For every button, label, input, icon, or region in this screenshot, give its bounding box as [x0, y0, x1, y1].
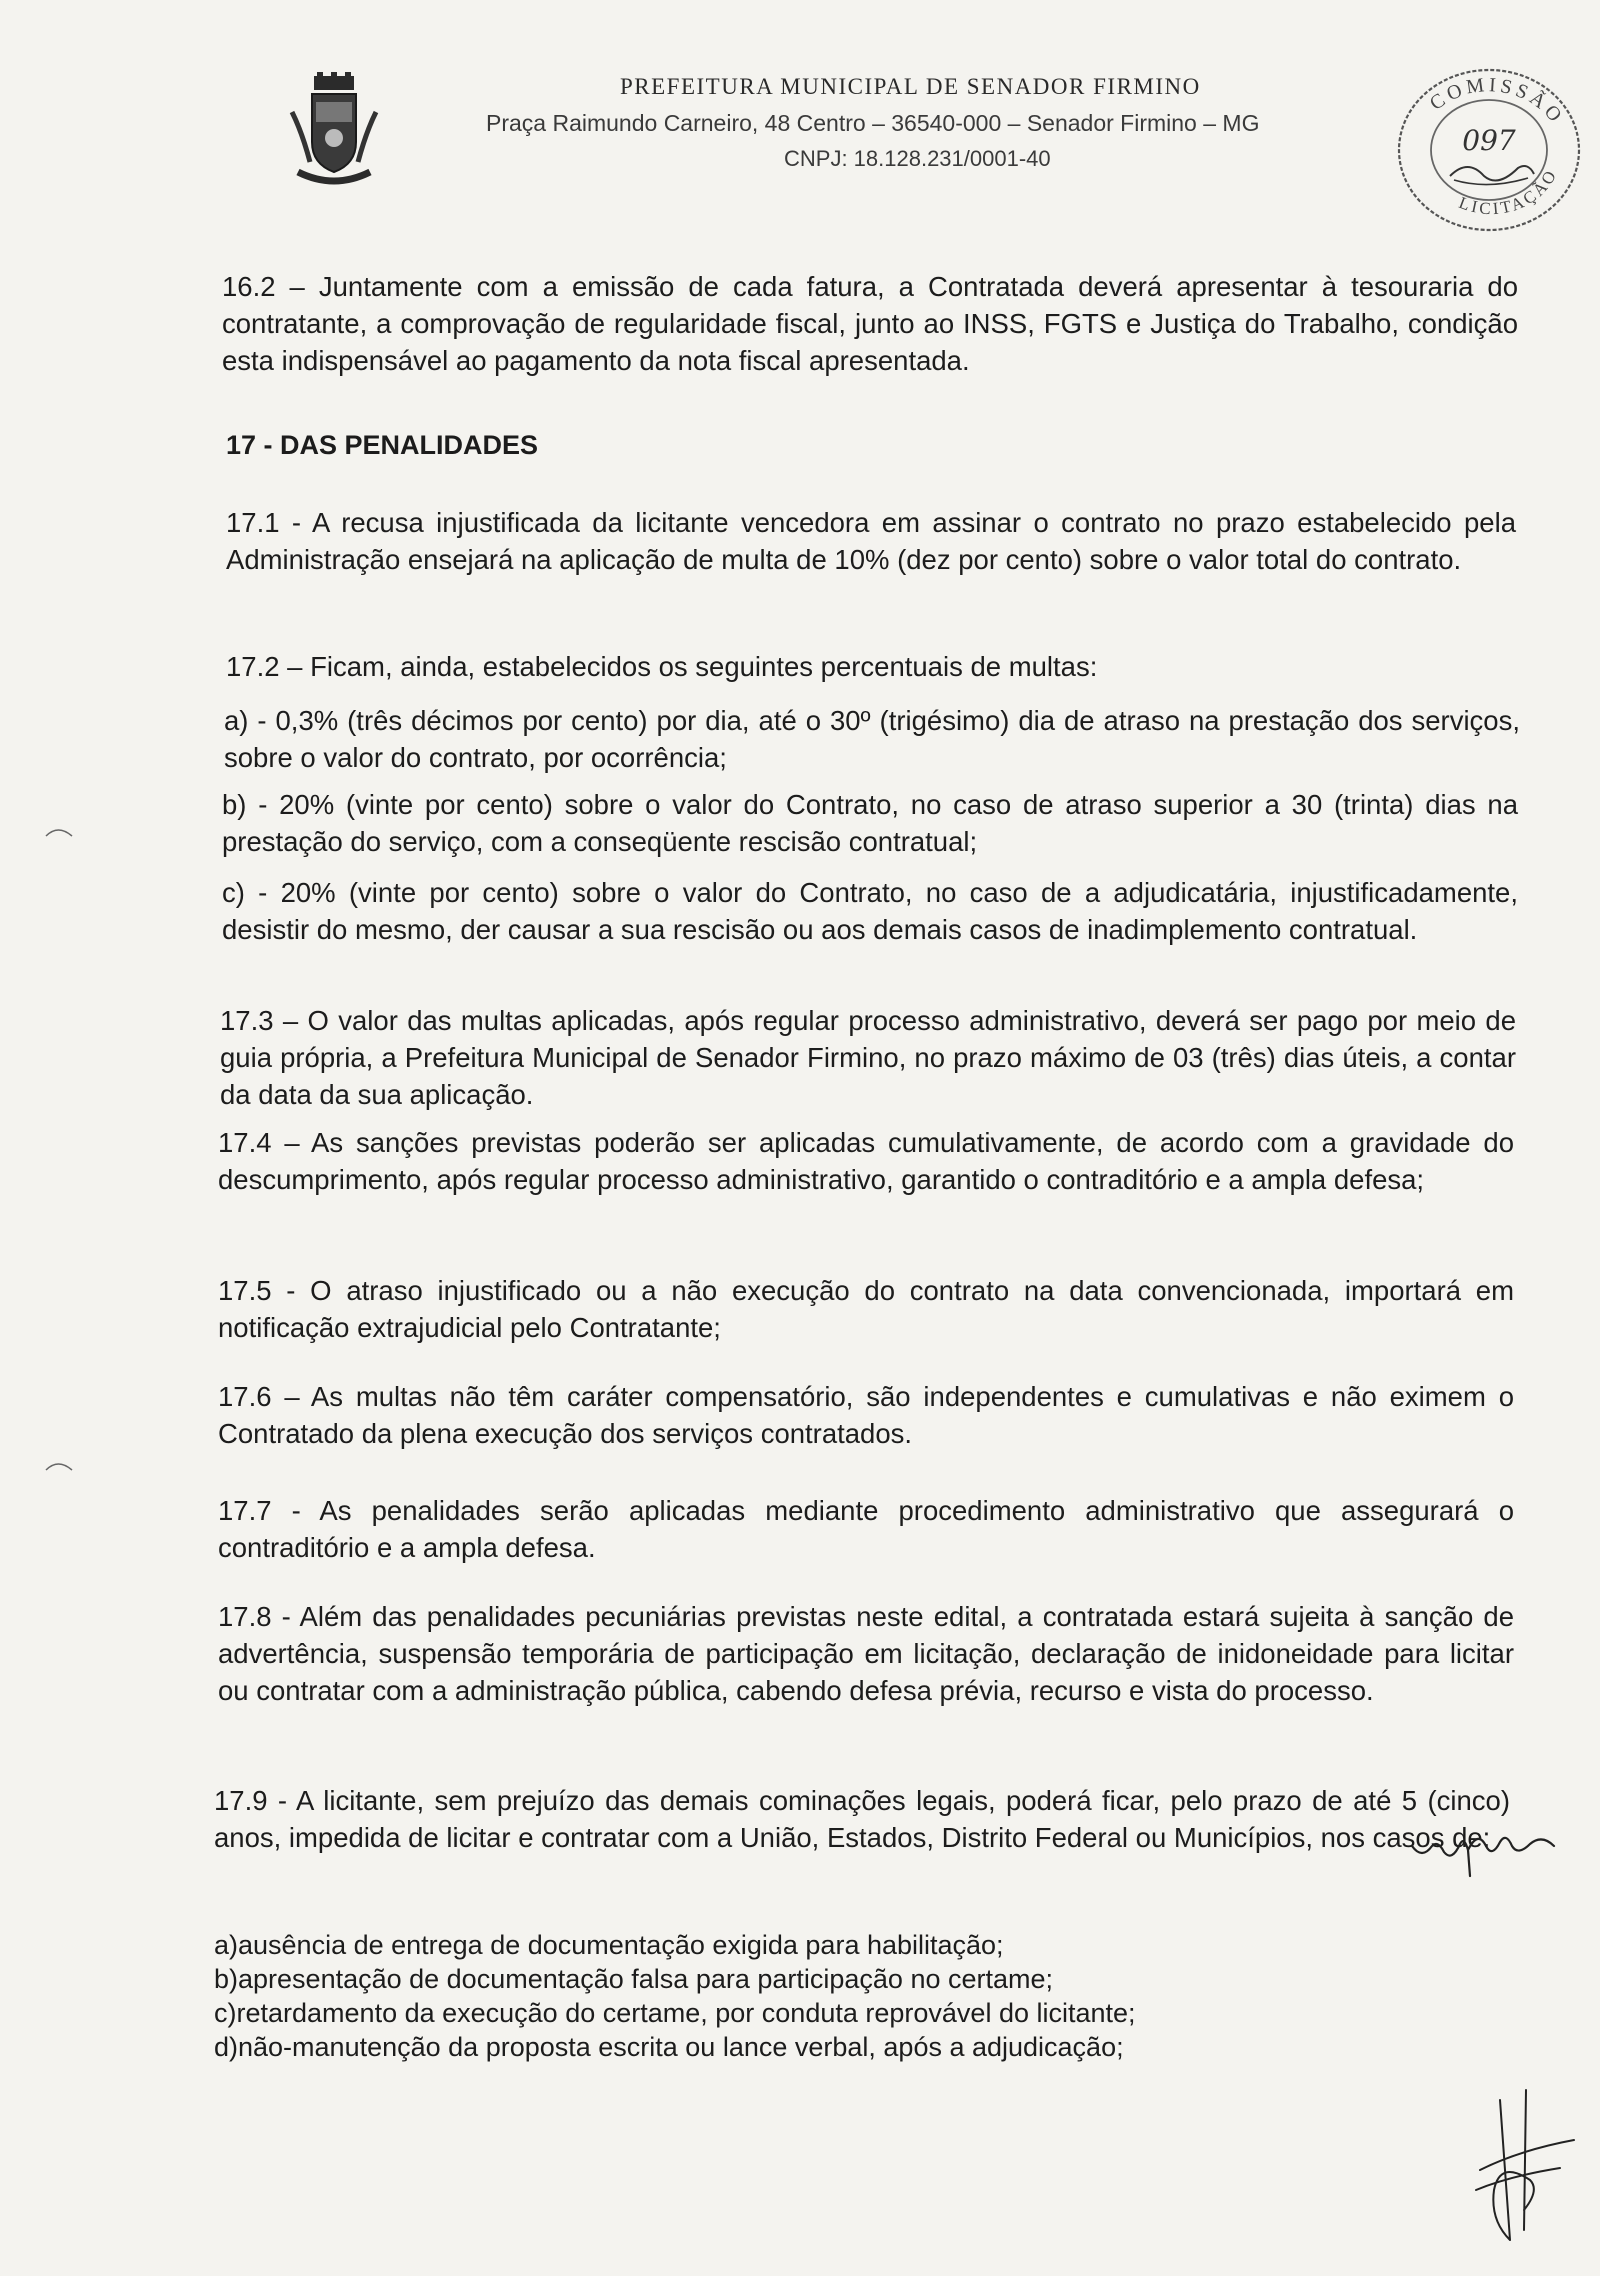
- margin-mark-icon: [44, 1456, 74, 1476]
- commission-stamp-icon: [1388, 58, 1590, 236]
- coat-of-arms-icon: [284, 72, 384, 192]
- section-heading-penalidades: 17 - DAS PENALIDADES: [226, 430, 539, 460]
- clause-17-2-c: c) - 20% (vinte por cento) sobre o valor do Contrato, no caso de a adjudicatária, injustificadamente, desistir do mesmo, der causar a sua rescisão ou aos demais casos de inadimplemento contratual.: [222, 877, 1518, 945]
- clause-17-5: 17.5 - O atraso injustificado ou a não execução do contrato na data convencionada, importará em notificação extrajudicial pelo Contratante;: [218, 1275, 1514, 1343]
- stamp-number: 097: [1462, 124, 1516, 157]
- handwritten-signature-icon: [1470, 2080, 1580, 2250]
- svg-text:COMISSÃO: COMISSÃO: [1425, 73, 1569, 130]
- margin-mark-icon: [44, 822, 74, 842]
- clause-17-1: 17.1 - A recusa injustificada da licitante vencedora em assinar o contrato no prazo estabelecido pela Administração ensejará na aplicação de multa de 10% (dez por cento) sobre o valor total do contrato.: [226, 507, 1516, 575]
- clause-17-2: 17.2 – Ficam, ainda, estabelecidos os seguintes percentuais de multas:: [226, 651, 1098, 682]
- svg-text:LICITAÇÃO: LICITAÇÃO: [1456, 165, 1562, 219]
- header-cnpj: CNPJ: 18.128.231/0001-40: [784, 146, 1051, 171]
- clause-17-9-d: d)não-manutenção da proposta escrita ou lance verbal, após a adjudicação;: [214, 2032, 1124, 2062]
- clause-17-9: 17.9 - A licitante, sem prejuízo das demais cominações legais, poderá ficar, pelo prazo de até 5 (cinco) anos, impedida de licitar e contratar com a União, Estados, Distrito Federal ou Municípios, nos casos de:: [214, 1785, 1510, 1853]
- header-title: PREFEITURA MUNICIPAL DE SENADOR FIRMINO: [620, 74, 1201, 99]
- clause-17-3: 17.3 – O valor das multas aplicadas, após regular processo administrativo, deverá ser pago por meio de guia própria, a Prefeitura Municipal de Senador Firmino, no prazo máximo de 03 (três) dias úteis, a contar da data da sua aplicação.: [220, 1005, 1516, 1110]
- header-address: Praça Raimundo Carneiro, 48 Centro – 36540-000 – Senador Firmino – MG: [486, 110, 1260, 136]
- clause-17-6: 17.6 – As multas não têm caráter compensatório, são independentes e cumulativas e não eximem o Contratado da plena execução dos serviços contratados.: [218, 1381, 1514, 1449]
- clause-17-4: 17.4 – As sanções previstas poderão ser aplicadas cumulativamente, de acordo com a gravidade do descumprimento, após regular processo administrativo, garantido o contraditório e a ampla defesa;: [218, 1127, 1514, 1195]
- clause-16-2: 16.2 – Juntamente com a emissão de cada fatura, a Contratada deverá apresentar à tesouraria do contratante, a comprovação de regularidade fiscal, junto ao INSS, FGTS e Justiça do Trabalho, condição esta indispensável ao pagamento da nota fiscal apresentada.: [222, 271, 1518, 376]
- handwritten-rubric-icon: [1408, 1816, 1558, 1886]
- clause-17-9-a: a)ausência de entrega de documentação exigida para habilitação;: [214, 1930, 1004, 1960]
- clause-17-8: 17.8 - Além das penalidades pecuniárias previstas neste edital, a contratada estará sujeita à sanção de advertência, suspensão temporária de participação em licitação, declaração de inidoneidade para licitar ou contratar com a administração pública, cabendo defesa prévia, recurso e vista do processo.: [218, 1601, 1514, 1706]
- clause-17-9-c: c)retardamento da execução do certame, por conduta reprovável do licitante;: [214, 1998, 1136, 2028]
- clause-17-2-b: b) - 20% (vinte por cento) sobre o valor do Contrato, no caso de atraso superior a 30 (trinta) dias na prestação do serviço, com a conseqüente rescisão contratual;: [222, 789, 1518, 857]
- clause-17-2-a: a) - 0,3% (três décimos por cento) por dia, até o 30º (trigésimo) dia de atraso na prestação dos serviços, sobre o valor do contrato, por ocorrência;: [224, 705, 1520, 773]
- clause-17-9-b: b)apresentação de documentação falsa para participação no certame;: [214, 1964, 1054, 1994]
- clause-17-7: 17.7 - As penalidades serão aplicadas mediante procedimento administrativo que assegurará o contraditório e a ampla defesa.: [218, 1495, 1514, 1563]
